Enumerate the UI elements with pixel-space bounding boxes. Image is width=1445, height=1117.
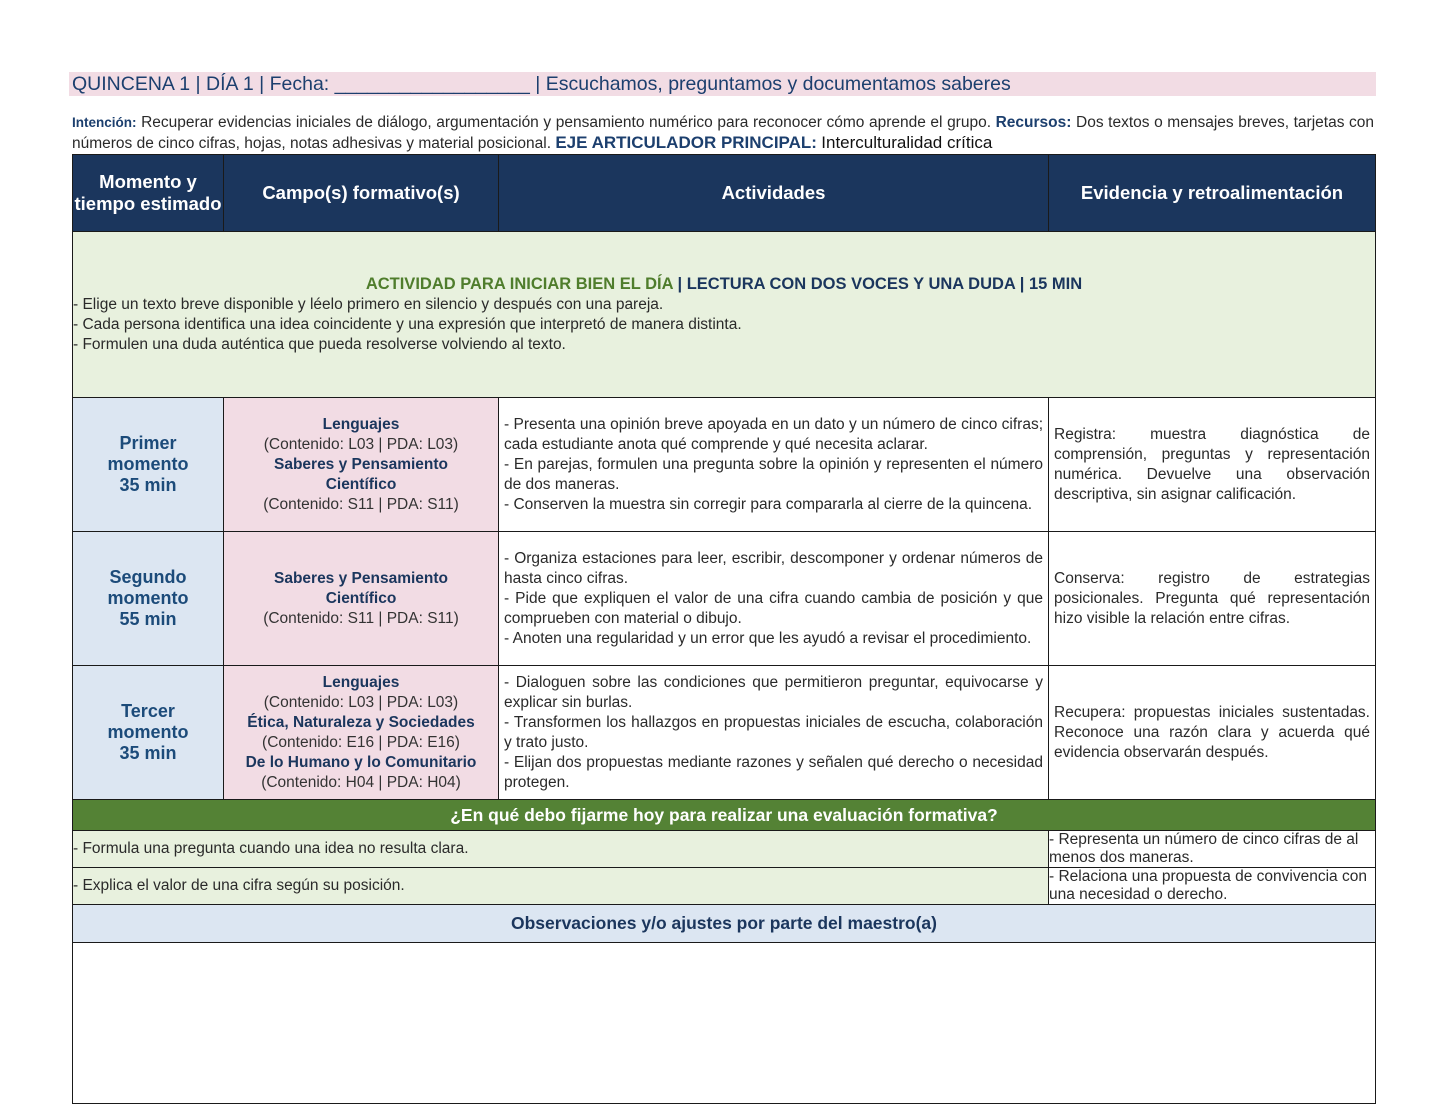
campo-name: Lenguajes <box>322 673 400 691</box>
evaluation-row <box>73 831 1376 868</box>
moment-name: momento <box>107 722 189 742</box>
header-campo: Campo(s) formativo(s) <box>224 155 499 232</box>
campo-content: (Contenido: E16 | PDA: E16) <box>262 733 460 751</box>
eje-label: EJE ARTICULADOR PRINCIPAL: <box>555 133 817 152</box>
observations-title: Observaciones y/o ajustes por parte del maestro(a) <box>73 905 1376 943</box>
activity-item: - Organiza estaciones para leer, escribir, descomponer y ordenar números de hasta cinco cifras. <box>504 549 1043 587</box>
activity-item: - Anoten una regularidad y un error que les ayudó a revisar el procedimiento. <box>504 629 1032 647</box>
activity-item: - Elijan dos propuestas mediante razones y señalen qué derecho o necesidad protegen. <box>504 753 1043 791</box>
moment-time: 35 min <box>119 743 177 763</box>
inicio-title-navy: | LECTURA CON DOS VOCES Y UNA DUDA | 15 MIN <box>672 274 1083 293</box>
recursos-label: Recursos: <box>995 114 1072 131</box>
campo-name: Saberes y Pensamiento Científico <box>273 569 449 607</box>
inicio-line: - Elige un texto breve disponible y léelo primero en silencio y después con una pareja. <box>73 295 664 313</box>
evaluation-title: ¿En qué debo fijarme hoy para realizar una evaluación formativa? <box>73 800 1376 831</box>
evidence-cell <box>1049 532 1376 666</box>
eje-text: Interculturalidad crítica <box>821 133 993 152</box>
activities-cell <box>499 532 1049 666</box>
campo-content: (Contenido: L03 | PDA: L03) <box>263 435 459 453</box>
campo-content: (Contenido: H04 | PDA: H04) <box>261 773 461 791</box>
inicio-activity-title <box>73 275 1375 294</box>
activity-item: - Pide que expliquen el valor de una cifra cuando cambia de posición y que comprueben con material o dibujo. <box>504 589 1043 627</box>
moment-name: Segundo <box>109 567 187 587</box>
observations-header-row <box>73 905 1376 943</box>
moment-time: 35 min <box>119 475 177 495</box>
campo-cell <box>224 398 499 532</box>
evaluation-row <box>73 868 1376 905</box>
evaluation-item: - Representa un número de cinco cifras de al menos dos maneras. <box>1049 831 1376 868</box>
intencion-text: Recuperar evidencias iniciales de diálogo, argumentación y pensamiento numérico para reconocer cómo aprende el grupo. <box>141 114 992 131</box>
campo-name: De lo Humano y lo Comunitario <box>245 753 477 771</box>
activity-item: - En parejas, formulen una pregunta sobre la opinión y representen el número de dos maneras. <box>504 455 1043 493</box>
observations-body-row <box>73 943 1376 1104</box>
header-actividades: Actividades <box>499 155 1049 232</box>
inicio-line: - Formulen una duda auténtica que pueda resolverse volviendo al texto. <box>73 335 566 353</box>
table-header-row <box>73 155 1376 232</box>
activity-item: - Transformen los hallazgos en propuestas iniciales de escucha, colaboración y trato justo. <box>504 713 1043 751</box>
page-title: QUINCENA 1 | DÍA 1 | Fecha: __________________ | Escuchamos, preguntamos y documentamos saberes <box>69 72 1376 96</box>
moment-cell <box>73 666 224 800</box>
evaluation-item: - Explica el valor de una cifra según su posición. <box>73 868 1049 905</box>
campo-name: Lenguajes <box>322 415 400 433</box>
moment-time: 55 min <box>119 609 177 629</box>
campo-content: (Contenido: L03 | PDA: L03) <box>263 693 459 711</box>
activity-item: - Conserven la muestra sin corregir para compararla al cierre de la quincena. <box>504 495 1033 513</box>
campo-cell <box>224 532 499 666</box>
inicio-title-green: ACTIVIDAD PARA INICIAR BIEN EL DÍA <box>365 274 673 293</box>
inicio-line: - Cada persona identifica una idea coincidente y una expresión que interpretó de manera distinta. <box>73 315 742 333</box>
campo-content: (Contenido: S11 | PDA: S11) <box>263 609 459 627</box>
moment-name: momento <box>107 454 189 474</box>
activity-item: - Dialoguen sobre las condiciones que permitieron preguntar, equivocarse y explicar sin burlas. <box>504 673 1043 711</box>
campo-content: (Contenido: S11 | PDA: S11) <box>263 495 459 513</box>
moment-name: momento <box>107 588 189 608</box>
evaluation-header-row <box>73 800 1376 831</box>
activities-cell <box>499 666 1049 800</box>
inicio-activity-row <box>73 232 1376 398</box>
moment-name: Primer <box>119 433 177 453</box>
moment-row-2 <box>73 532 1376 666</box>
moment-cell <box>73 398 224 532</box>
evaluation-item: - Formula una pregunta cuando una idea no resulta clara. <box>73 831 1049 868</box>
evidence-text: Recupera: propuestas iniciales sustentadas. Reconoce una razón clara y acuerda qué evidencia observarán después. <box>1054 703 1370 761</box>
moment-row-3 <box>73 666 1376 800</box>
evidence-cell <box>1049 666 1376 800</box>
activities-cell <box>499 398 1049 532</box>
plan-table <box>72 154 1376 1104</box>
activity-item: - Presenta una opinión breve apoyada en un dato y un número de cinco cifras; cada estudiante anota qué comprende y qué necesita aclarar. <box>504 415 1043 453</box>
evidence-cell <box>1049 398 1376 532</box>
moment-name: Tercer <box>121 701 175 721</box>
campo-name: Ética, Naturaleza y Sociedades <box>247 713 475 731</box>
evidence-text: Conserva: registro de estrategias posicionales. Pregunta qué representación hizo visible la relación entre cifras. <box>1054 569 1370 627</box>
moment-row-1 <box>73 398 1376 532</box>
campo-cell <box>224 666 499 800</box>
evidence-text: Registra: muestra diagnóstica de comprensión, preguntas y representación numérica. Devuelve una observación descriptiva, sin asignar calificación. <box>1054 425 1370 503</box>
header-evidencia: Evidencia y retroalimentación <box>1049 155 1376 232</box>
inicio-activity-cell <box>73 232 1376 398</box>
moment-cell <box>73 532 224 666</box>
intro-paragraph <box>72 113 1374 154</box>
campo-name: Saberes y Pensamiento Científico <box>273 455 449 493</box>
evaluation-item: - Relaciona una propuesta de convivencia con una necesidad o derecho. <box>1049 868 1376 905</box>
recursos-text: Dos textos o mensajes breves, tarjetas con números de cinco cifras, hojas, notas adhesivas y material posicional. <box>72 114 1375 152</box>
observations-area[interactable] <box>73 943 1376 1104</box>
header-moment: Momento y tiempo estimado <box>73 155 224 232</box>
intencion-label: Intención: <box>72 115 137 130</box>
